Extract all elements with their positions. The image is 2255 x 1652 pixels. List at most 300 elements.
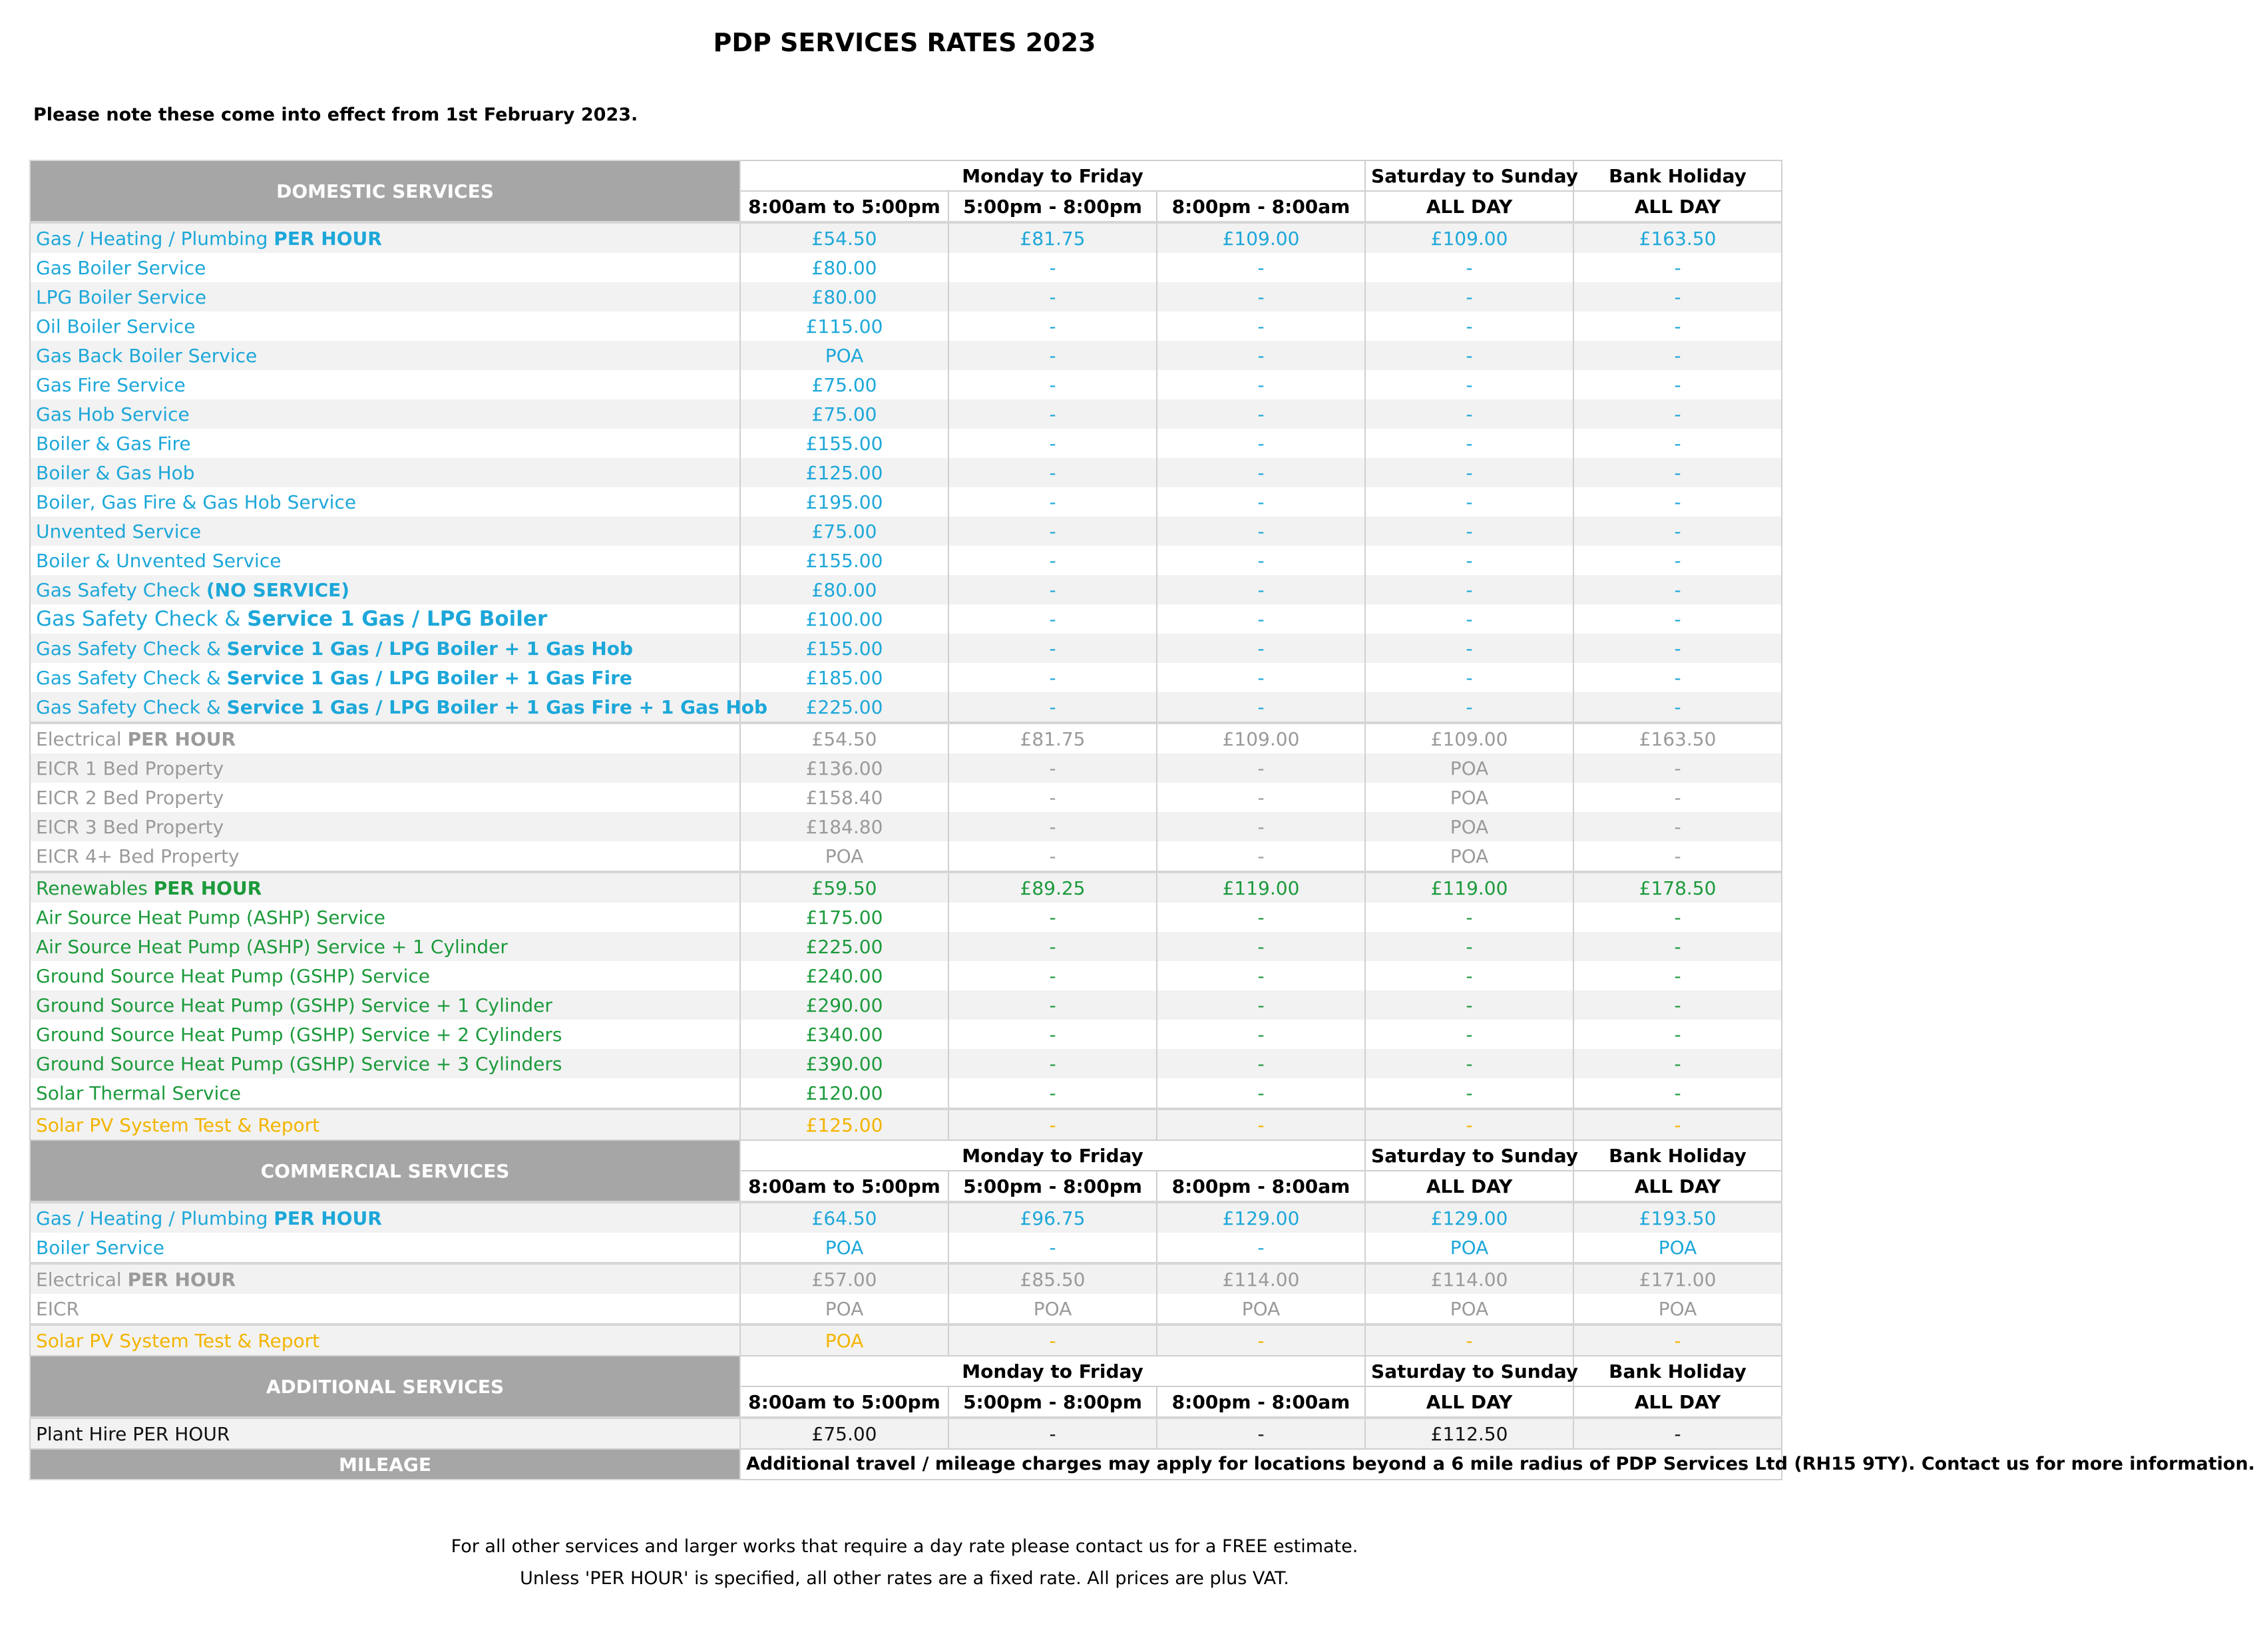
rate-cell: - bbox=[1365, 370, 1573, 399]
column-time-header: 5:00pm - 8:00pm bbox=[948, 191, 1157, 222]
rate-cell: £171.00 bbox=[1573, 1263, 1782, 1294]
service-label: Ground Source Heat Pump (GSHP) Service + 2 Cylinders bbox=[36, 1023, 562, 1046]
rate-cell: POA bbox=[1157, 1294, 1365, 1325]
table-row bbox=[30, 370, 1782, 399]
service-label: Gas / Heating / Plumbing bbox=[36, 227, 274, 250]
rate-cell: - bbox=[1365, 282, 1573, 311]
table-row bbox=[30, 990, 1782, 1020]
rate-cell: - bbox=[948, 1109, 1157, 1140]
rate-cell: £175.00 bbox=[740, 903, 948, 932]
rate-cell: £59.50 bbox=[740, 872, 948, 903]
rate-cell: - bbox=[948, 634, 1157, 663]
rate-cell: £163.50 bbox=[1573, 222, 1782, 253]
rate-cell: £120.00 bbox=[740, 1078, 948, 1109]
service-label: Solar PV System Test & Report bbox=[36, 1114, 320, 1136]
table-row bbox=[30, 1325, 1782, 1356]
section-header-row bbox=[30, 1140, 1782, 1171]
rate-cell: - bbox=[1157, 516, 1365, 546]
rate-cell: - bbox=[1573, 634, 1782, 663]
rate-cell: - bbox=[1365, 604, 1573, 634]
service-name bbox=[30, 487, 740, 516]
service-label: Gas Hob Service bbox=[36, 403, 190, 425]
service-label: Gas Safety Check bbox=[36, 578, 206, 601]
rate-cell: - bbox=[1157, 282, 1365, 311]
rate-cell: - bbox=[1573, 575, 1782, 604]
column-group-bank-holiday: Bank Holiday bbox=[1573, 1140, 1782, 1171]
rate-cell: - bbox=[1573, 961, 1782, 990]
rate-cell: - bbox=[948, 399, 1157, 429]
section-title: DOMESTIC SERVICES bbox=[30, 160, 740, 222]
rate-cell: - bbox=[948, 516, 1157, 546]
service-name bbox=[30, 1202, 740, 1233]
rate-cell: POA bbox=[948, 1294, 1157, 1325]
rate-cell: - bbox=[1365, 903, 1573, 932]
section-title: ADDITIONAL SERVICES bbox=[30, 1356, 740, 1418]
rate-cell: £75.00 bbox=[740, 370, 948, 399]
column-group-weekend: Saturday to Sunday bbox=[1365, 1356, 1573, 1386]
column-time-header: 8:00am to 5:00pm bbox=[740, 1386, 948, 1418]
table-row bbox=[30, 1202, 1782, 1233]
rate-cell: - bbox=[1365, 692, 1573, 723]
rate-cell: - bbox=[948, 429, 1157, 458]
column-group-weekday: Monday to Friday bbox=[740, 160, 1365, 191]
service-name bbox=[30, 783, 740, 812]
rate-cell: £109.00 bbox=[1157, 222, 1365, 253]
rate-cell: - bbox=[1573, 903, 1782, 932]
service-label: Unvented Service bbox=[36, 520, 202, 542]
service-name bbox=[30, 961, 740, 990]
rate-cell: - bbox=[1157, 1109, 1365, 1140]
rate-cell: - bbox=[1365, 663, 1573, 692]
rate-cell: - bbox=[1157, 429, 1365, 458]
rate-cell: - bbox=[1365, 487, 1573, 516]
rate-cell: £125.00 bbox=[740, 458, 948, 487]
service-name bbox=[30, 399, 740, 429]
rate-cell: - bbox=[1573, 1109, 1782, 1140]
service-name bbox=[30, 990, 740, 1020]
rate-cell: £81.75 bbox=[948, 222, 1157, 253]
table-row bbox=[30, 222, 1782, 253]
rate-cell: - bbox=[948, 932, 1157, 961]
service-label: Solar PV System Test & Report bbox=[36, 1329, 320, 1352]
column-time-header: ALL DAY bbox=[1365, 1386, 1573, 1418]
service-name bbox=[30, 1294, 740, 1325]
rate-cell: £340.00 bbox=[740, 1020, 948, 1049]
rate-cell: - bbox=[948, 253, 1157, 282]
service-label: Plant Hire PER HOUR bbox=[36, 1422, 230, 1445]
service-label: Air Source Heat Pump (ASHP) Service bbox=[36, 906, 385, 929]
rate-cell: - bbox=[1573, 282, 1782, 311]
rate-cell: £195.00 bbox=[740, 487, 948, 516]
table-row bbox=[30, 872, 1782, 903]
table-row bbox=[30, 903, 1782, 932]
rate-cell: - bbox=[948, 1020, 1157, 1049]
rate-cell: £163.50 bbox=[1573, 723, 1782, 753]
rate-cell: - bbox=[1365, 1325, 1573, 1356]
rate-cell: - bbox=[948, 458, 1157, 487]
service-name bbox=[30, 1418, 740, 1449]
service-name bbox=[30, 458, 740, 487]
rates-table-body bbox=[30, 160, 2255, 1480]
rate-cell: - bbox=[948, 663, 1157, 692]
table-row bbox=[30, 841, 1782, 872]
rate-cell: - bbox=[1573, 458, 1782, 487]
service-name bbox=[30, 282, 740, 311]
rate-cell: - bbox=[1573, 932, 1782, 961]
effective-date-note: Please note these come into effect from 1st February 2023. bbox=[33, 104, 638, 125]
rate-cell: £89.25 bbox=[948, 872, 1157, 903]
rate-cell: - bbox=[1157, 812, 1365, 841]
rate-cell: - bbox=[948, 1233, 1157, 1263]
rate-cell: - bbox=[1157, 487, 1365, 516]
service-label: Oil Boiler Service bbox=[36, 315, 196, 337]
service-name bbox=[30, 222, 740, 253]
table-row bbox=[30, 487, 1782, 516]
rate-cell: - bbox=[1157, 399, 1365, 429]
service-name bbox=[30, 341, 740, 370]
rate-cell: - bbox=[1157, 341, 1365, 370]
service-name bbox=[30, 1078, 740, 1109]
rate-cell: - bbox=[1573, 253, 1782, 282]
rate-cell: POA bbox=[740, 1325, 948, 1356]
rate-cell: - bbox=[1157, 841, 1365, 872]
rate-cell: POA bbox=[1573, 1233, 1782, 1263]
rate-cell: - bbox=[948, 753, 1157, 783]
rate-cell: £158.40 bbox=[740, 783, 948, 812]
rate-cell: £185.00 bbox=[740, 663, 948, 692]
service-name bbox=[30, 1109, 740, 1140]
service-name bbox=[30, 812, 740, 841]
table-row bbox=[30, 723, 1782, 753]
rate-cell: £109.00 bbox=[1365, 723, 1573, 753]
table-row bbox=[30, 458, 1782, 487]
table-row bbox=[30, 783, 1782, 812]
service-label: Renewables bbox=[36, 877, 154, 899]
rate-cell: - bbox=[948, 311, 1157, 341]
rate-cell: £178.50 bbox=[1573, 872, 1782, 903]
rate-cell: - bbox=[1365, 575, 1573, 604]
rate-cell: POA bbox=[1573, 1294, 1782, 1325]
rate-cell: - bbox=[1157, 1078, 1365, 1109]
service-name bbox=[30, 311, 740, 341]
rate-cell: - bbox=[1365, 1049, 1573, 1078]
table-row bbox=[30, 1263, 1782, 1294]
rate-cell: £155.00 bbox=[740, 546, 948, 575]
mileage-title: MILEAGE bbox=[30, 1449, 740, 1480]
service-label: Gas Back Boiler Service bbox=[36, 344, 258, 367]
rate-cell: - bbox=[948, 575, 1157, 604]
rate-cell: £96.75 bbox=[948, 1202, 1157, 1233]
rate-cell: £193.50 bbox=[1573, 1202, 1782, 1233]
rate-cell: - bbox=[1157, 663, 1365, 692]
rate-cell: - bbox=[1157, 903, 1365, 932]
rate-cell: - bbox=[948, 282, 1157, 311]
rate-cell: £75.00 bbox=[740, 1418, 948, 1449]
service-name bbox=[30, 663, 740, 692]
rate-cell: - bbox=[948, 370, 1157, 399]
rate-cell: - bbox=[948, 341, 1157, 370]
column-time-header: 5:00pm - 8:00pm bbox=[948, 1171, 1157, 1202]
rate-cell: £129.00 bbox=[1157, 1202, 1365, 1233]
rate-cell: £85.50 bbox=[948, 1263, 1157, 1294]
rate-cell: - bbox=[948, 1078, 1157, 1109]
service-name bbox=[30, 872, 740, 903]
rate-cell: - bbox=[948, 783, 1157, 812]
rate-cell: £155.00 bbox=[740, 429, 948, 458]
rate-cell: - bbox=[1573, 341, 1782, 370]
rate-cell: - bbox=[1365, 634, 1573, 663]
rate-cell: £57.00 bbox=[740, 1263, 948, 1294]
service-label: Gas Safety Check & bbox=[36, 696, 227, 718]
rate-cell: - bbox=[1157, 990, 1365, 1020]
table-row bbox=[30, 1294, 1782, 1325]
table-row bbox=[30, 663, 1782, 692]
service-label: Gas Safety Check & bbox=[36, 666, 227, 689]
service-label-emphasis: PER HOUR bbox=[127, 727, 236, 750]
rate-cell: - bbox=[1157, 546, 1365, 575]
rate-cell: - bbox=[1365, 1109, 1573, 1140]
rate-cell: - bbox=[1365, 990, 1573, 1020]
table-row bbox=[30, 961, 1782, 990]
rate-cell: - bbox=[1573, 783, 1782, 812]
service-name bbox=[30, 516, 740, 546]
rate-cell: £240.00 bbox=[740, 961, 948, 990]
rate-cell: - bbox=[1157, 575, 1365, 604]
rate-cell: - bbox=[1365, 961, 1573, 990]
service-label: Boiler, Gas Fire & Gas Hob Service bbox=[36, 491, 357, 513]
rate-cell: - bbox=[948, 812, 1157, 841]
rate-cell: POA bbox=[1365, 1233, 1573, 1263]
rate-cell: POA bbox=[740, 341, 948, 370]
rate-cell: - bbox=[948, 961, 1157, 990]
table-row bbox=[30, 1418, 1782, 1449]
rate-cell: - bbox=[948, 903, 1157, 932]
section-header-row bbox=[30, 160, 1782, 191]
rate-cell: - bbox=[1573, 990, 1782, 1020]
rate-cell: - bbox=[1157, 1325, 1365, 1356]
table-row bbox=[30, 282, 1782, 311]
rate-cell: £155.00 bbox=[740, 634, 948, 663]
table-row bbox=[30, 1049, 1782, 1078]
rate-cell: - bbox=[1573, 1078, 1782, 1109]
service-label: Air Source Heat Pump (ASHP) Service + 1 Cylinder bbox=[36, 935, 508, 958]
rate-cell: - bbox=[1573, 516, 1782, 546]
service-label: Gas / Heating / Plumbing bbox=[36, 1207, 274, 1229]
section-header-row bbox=[30, 1356, 1782, 1386]
service-name bbox=[30, 634, 740, 663]
rate-cell: - bbox=[1573, 311, 1782, 341]
rate-cell: £136.00 bbox=[740, 753, 948, 783]
rate-cell: - bbox=[948, 487, 1157, 516]
service-label-emphasis: Service 1 Gas / LPG Boiler + 1 Gas Hob bbox=[226, 637, 634, 660]
footer-note-vat: Unless 'PER HOUR' is specified, all other rates are a fixed rate. All prices are plus VAT. bbox=[520, 1568, 1289, 1589]
rate-cell: - bbox=[1157, 783, 1365, 812]
service-label-emphasis: PER HOUR bbox=[274, 1207, 382, 1229]
rate-cell: - bbox=[1573, 1418, 1782, 1449]
mileage-text: Additional travel / mileage charges may apply for locations beyond a 6 mile radius of PDP Services Ltd (RH15 9TY). Contact us for more information. bbox=[740, 1449, 1782, 1480]
service-label: Ground Source Heat Pump (GSHP) Service + 1 Cylinder bbox=[36, 994, 552, 1016]
rate-cell: POA bbox=[740, 1233, 948, 1263]
rate-cell: - bbox=[948, 1418, 1157, 1449]
table-row bbox=[30, 253, 1782, 282]
rate-cell: £119.00 bbox=[1365, 872, 1573, 903]
column-time-header: ALL DAY bbox=[1365, 1171, 1573, 1202]
column-time-header: ALL DAY bbox=[1365, 191, 1573, 222]
service-label: Ground Source Heat Pump (GSHP) Service + 3 Cylinders bbox=[36, 1052, 562, 1075]
column-time-header: 8:00pm - 8:00am bbox=[1157, 1386, 1365, 1418]
rate-cell: - bbox=[1157, 932, 1365, 961]
rate-cell: - bbox=[1157, 458, 1365, 487]
rate-cell: £80.00 bbox=[740, 282, 948, 311]
rate-cell: - bbox=[948, 990, 1157, 1020]
rate-cell: POA bbox=[1365, 1294, 1573, 1325]
rate-cell: - bbox=[1365, 546, 1573, 575]
rate-cell: - bbox=[1573, 1325, 1782, 1356]
footer-note-estimate: For all other services and larger works that require a day rate please contact us for a FREE estimate. bbox=[451, 1536, 1358, 1557]
rate-cell: - bbox=[1157, 1418, 1365, 1449]
service-name bbox=[30, 723, 740, 753]
service-name bbox=[30, 1049, 740, 1078]
rate-cell: £125.00 bbox=[740, 1109, 948, 1140]
rate-cell: - bbox=[1365, 429, 1573, 458]
rate-cell: £54.50 bbox=[740, 222, 948, 253]
service-label: Boiler Service bbox=[36, 1236, 165, 1259]
service-label: Solar Thermal Service bbox=[36, 1082, 241, 1104]
service-name bbox=[30, 1263, 740, 1294]
service-label: EICR bbox=[36, 1297, 79, 1320]
table-row bbox=[30, 634, 1782, 663]
column-time-header: ALL DAY bbox=[1573, 1171, 1782, 1202]
table-row bbox=[30, 932, 1782, 961]
rate-cell: - bbox=[1573, 663, 1782, 692]
rates-table bbox=[29, 160, 2255, 1480]
rate-cell: £290.00 bbox=[740, 990, 948, 1020]
service-label-emphasis: PER HOUR bbox=[153, 877, 262, 899]
service-label-emphasis: PER HOUR bbox=[274, 227, 382, 250]
column-group-weekday: Monday to Friday bbox=[740, 1356, 1365, 1386]
rate-cell: - bbox=[1157, 253, 1365, 282]
rate-cell: POA bbox=[740, 1294, 948, 1325]
column-time-header: 8:00am to 5:00pm bbox=[740, 1171, 948, 1202]
service-name bbox=[30, 1020, 740, 1049]
rate-cell: £225.00 bbox=[740, 692, 948, 723]
column-time-header: 8:00pm - 8:00am bbox=[1157, 191, 1365, 222]
table-row bbox=[30, 753, 1782, 783]
rate-cell: - bbox=[1365, 1020, 1573, 1049]
rate-cell: - bbox=[1157, 604, 1365, 634]
service-label: Boiler & Gas Hob bbox=[36, 461, 195, 484]
service-name bbox=[30, 841, 740, 872]
service-name bbox=[30, 1325, 740, 1356]
rate-cell: £184.80 bbox=[740, 812, 948, 841]
service-label: EICR 1 Bed Property bbox=[36, 757, 224, 779]
table-row bbox=[30, 575, 1782, 604]
table-row bbox=[30, 1020, 1782, 1049]
service-name bbox=[30, 604, 740, 634]
rate-cell: - bbox=[948, 604, 1157, 634]
rate-cell: - bbox=[1365, 516, 1573, 546]
rate-cell: - bbox=[948, 841, 1157, 872]
service-name bbox=[30, 370, 740, 399]
table-row bbox=[30, 812, 1782, 841]
rate-cell: - bbox=[1573, 753, 1782, 783]
rate-cell: POA bbox=[1365, 812, 1573, 841]
column-group-bank-holiday: Bank Holiday bbox=[1573, 1356, 1782, 1386]
rate-cell: - bbox=[1365, 399, 1573, 429]
rate-cell: £114.00 bbox=[1157, 1263, 1365, 1294]
rate-cell: £64.50 bbox=[740, 1202, 948, 1233]
service-name bbox=[30, 429, 740, 458]
rate-cell: £81.75 bbox=[948, 723, 1157, 753]
table-row bbox=[30, 311, 1782, 341]
service-label: Gas Fire Service bbox=[36, 373, 186, 396]
column-time-header: 5:00pm - 8:00pm bbox=[948, 1386, 1157, 1418]
service-name bbox=[30, 903, 740, 932]
page-title: PDP SERVICES RATES 2023 bbox=[713, 28, 1096, 57]
rate-cell: £390.00 bbox=[740, 1049, 948, 1078]
section-title: COMMERCIAL SERVICES bbox=[30, 1140, 740, 1202]
rate-cell: - bbox=[1157, 1049, 1365, 1078]
service-label: Electrical bbox=[36, 727, 128, 750]
service-label-emphasis: Service 1 Gas / LPG Boiler + 1 Gas Fire bbox=[226, 666, 632, 689]
rate-cell: - bbox=[1157, 753, 1365, 783]
service-name bbox=[30, 1233, 740, 1263]
rate-cell: - bbox=[1157, 370, 1365, 399]
mileage-row bbox=[30, 1449, 1782, 1480]
rate-cell: - bbox=[1573, 604, 1782, 634]
service-name bbox=[30, 753, 740, 783]
rate-cell: POA bbox=[740, 841, 948, 872]
rate-cell: POA bbox=[1365, 841, 1573, 872]
service-name bbox=[30, 932, 740, 961]
rate-cell: - bbox=[1573, 692, 1782, 723]
table-row bbox=[30, 341, 1782, 370]
rate-cell: - bbox=[1573, 841, 1782, 872]
rate-cell: POA bbox=[1365, 753, 1573, 783]
rate-cell: - bbox=[1573, 370, 1782, 399]
column-time-header: ALL DAY bbox=[1573, 191, 1782, 222]
table-row bbox=[30, 516, 1782, 546]
rate-cell: - bbox=[1573, 1049, 1782, 1078]
rate-cell: - bbox=[948, 1049, 1157, 1078]
column-group-bank-holiday: Bank Holiday bbox=[1573, 160, 1782, 191]
service-label: Gas Safety Check & bbox=[36, 637, 227, 660]
rate-cell: £114.00 bbox=[1365, 1263, 1573, 1294]
rate-cell: - bbox=[1157, 1020, 1365, 1049]
rate-cell: £119.00 bbox=[1157, 872, 1365, 903]
rate-cell: £80.00 bbox=[740, 575, 948, 604]
service-label: Ground Source Heat Pump (GSHP) Service bbox=[36, 964, 431, 987]
service-label-emphasis: (NO SERVICE) bbox=[206, 578, 350, 601]
service-name bbox=[30, 546, 740, 575]
table-row bbox=[30, 604, 1782, 634]
column-group-weekday: Monday to Friday bbox=[740, 1140, 1365, 1171]
table-row bbox=[30, 692, 1782, 723]
service-label: Boiler & Unvented Service bbox=[36, 549, 282, 572]
service-label: EICR 3 Bed Property bbox=[36, 815, 224, 838]
rate-cell: - bbox=[1573, 399, 1782, 429]
rate-cell: - bbox=[1365, 311, 1573, 341]
rate-cell: £225.00 bbox=[740, 932, 948, 961]
rate-cell: £54.50 bbox=[740, 723, 948, 753]
service-label: EICR 2 Bed Property bbox=[36, 786, 224, 809]
rate-cell: - bbox=[948, 546, 1157, 575]
rate-cell: £75.00 bbox=[740, 516, 948, 546]
rate-cell: - bbox=[1365, 932, 1573, 961]
rate-cell: - bbox=[1573, 546, 1782, 575]
rate-cell: - bbox=[1573, 1020, 1782, 1049]
rate-cell: - bbox=[1365, 458, 1573, 487]
